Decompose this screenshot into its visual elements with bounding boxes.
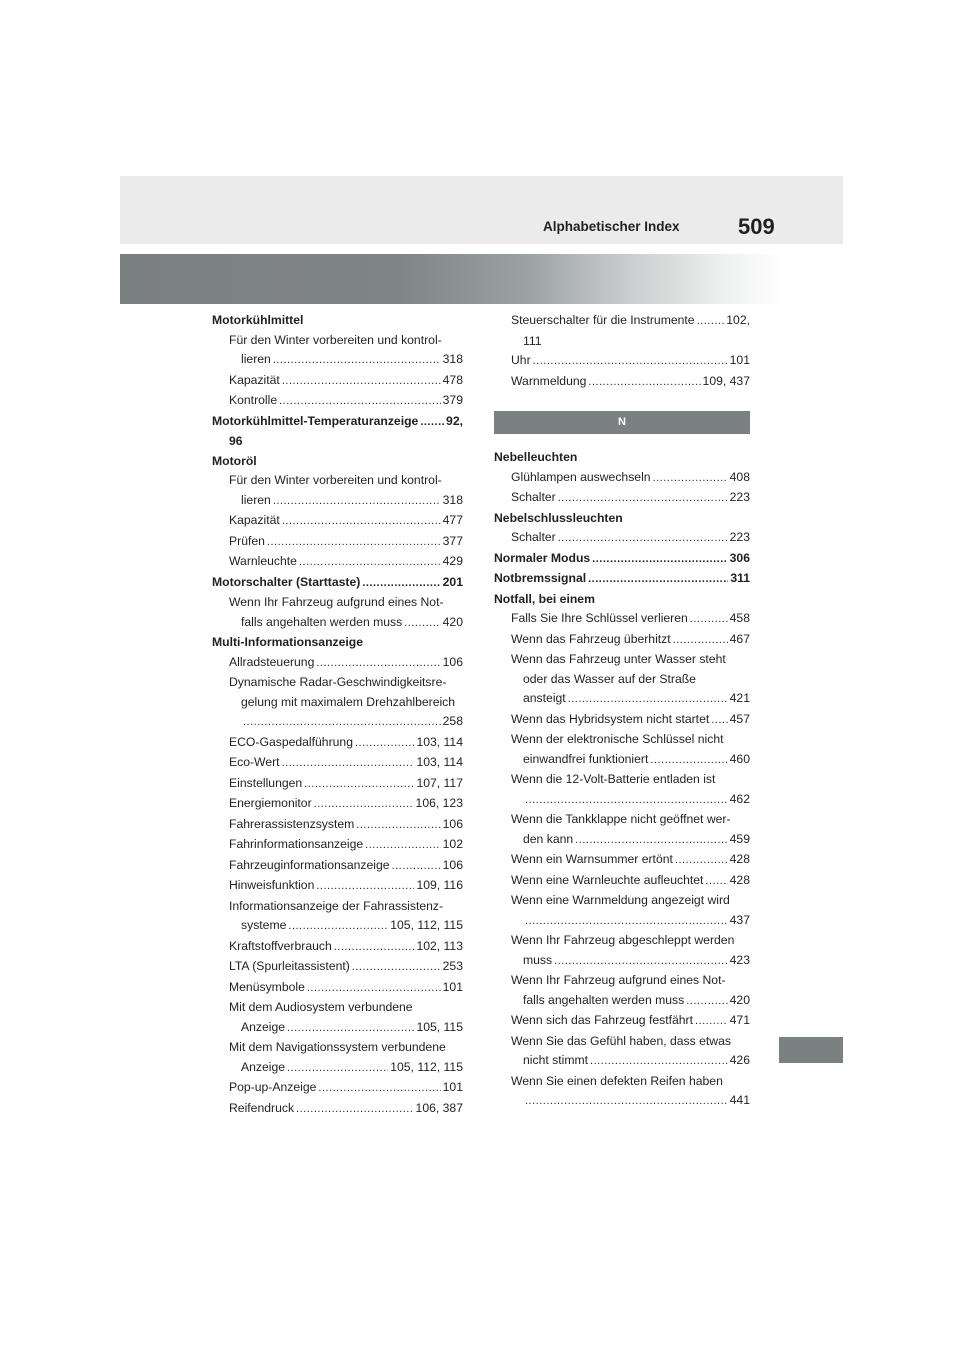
index-entry (494, 609, 750, 630)
index-column-right (494, 311, 750, 1112)
index-entry: 96 (229, 434, 243, 448)
page-ref: 201 (442, 574, 463, 589)
dot-leader (558, 529, 728, 549)
page-ref: 102, (726, 313, 750, 327)
dot-leader (362, 574, 440, 594)
page-ref: 462 (729, 791, 750, 806)
page-ref: 423 (729, 952, 750, 967)
dot-leader (318, 1079, 440, 1099)
index-entry (212, 835, 463, 856)
entry-text: Pop-up-Anzeige (229, 1080, 317, 1094)
index-entry (494, 830, 750, 851)
entry-text: Anzeige (241, 1059, 286, 1074)
page-ref: 471 (729, 1013, 750, 1027)
page-ref: 102, 113 (416, 938, 463, 953)
index-entry (494, 1091, 750, 1112)
entry-text: Kraftstoffverbrauch (229, 938, 332, 953)
index-entry (212, 511, 463, 532)
index-entry (212, 957, 463, 978)
page-ref: 109, 437 (702, 373, 750, 388)
dot-leader (296, 1100, 414, 1120)
index-entry (494, 871, 750, 892)
page-ref: 106, 123 (415, 796, 463, 810)
dot-leader (356, 816, 440, 836)
entry-text: Wenn das Hybridsystem nicht startet (511, 711, 710, 726)
entry-text: Kontrolle (229, 393, 278, 407)
entry-text: Schalter (511, 530, 556, 544)
entry-text: Energiemonitor (229, 796, 312, 810)
entry-text: Fahrinformationsanzeige (229, 837, 364, 851)
entry-text: Motorkühlmittel-Temperaturanzeige (212, 413, 419, 428)
index-entry: Wenn Sie das Gefühl haben, dass etwas (511, 1033, 731, 1048)
entry-text: Schalter (511, 490, 556, 504)
page-ref: 105, 112, 115 (390, 1059, 463, 1074)
index-entry (494, 468, 750, 489)
dot-leader (365, 836, 441, 856)
entry-text: Anzeige (241, 1019, 286, 1034)
index-entry (212, 978, 463, 999)
index-entry: Multi-Informationsanzeige (212, 635, 363, 649)
dot-leader (575, 831, 728, 851)
entry-text: Kapazität (229, 372, 280, 387)
page-ref: 478 (442, 372, 463, 387)
index-group-n (494, 448, 750, 1112)
index-entry (212, 371, 463, 392)
index-entry: Dynamische Radar-Geschwindigkeitsre- (229, 675, 447, 689)
index-entry (494, 549, 750, 570)
index-entry (212, 916, 463, 937)
index-entry: Wenn die Tankklappe nicht geöffnet wer- (511, 812, 731, 826)
index-entry: oder das Wasser auf der Straße (523, 671, 696, 686)
dot-leader (307, 979, 441, 999)
page-ref: 103, 114 (416, 755, 463, 769)
dot-leader (420, 413, 444, 433)
page-ref: 318 (442, 352, 463, 366)
page-ref: 311 (730, 571, 750, 585)
dot-leader (352, 958, 441, 978)
index-entry (212, 1018, 463, 1039)
page-ref: 467 (729, 631, 750, 646)
index-entry: Wenn Sie einen defekten Reifen haben (511, 1073, 723, 1088)
index-entry: Wenn der elektronische Schlüssel nicht (511, 732, 724, 746)
dot-leader (316, 654, 440, 674)
index-entry (212, 1058, 463, 1079)
entry-text: einwandfrei funktioniert (523, 751, 649, 766)
dot-leader (282, 754, 415, 774)
entry-text: Steuerschalter für die Instrumente (511, 313, 695, 327)
index-entry (494, 710, 750, 731)
page-ref: 109, 116 (416, 878, 463, 892)
dot-leader (588, 570, 728, 590)
dot-leader (568, 690, 728, 710)
dot-leader (273, 351, 441, 371)
index-entry (494, 911, 750, 932)
dot-leader (273, 492, 441, 512)
index-entry (212, 1078, 463, 1099)
entry-text: lieren (241, 352, 271, 366)
index-entry (212, 794, 463, 815)
index-column-left (212, 311, 463, 1119)
entry-text: Wenn ein Warnsummer ertönt (511, 852, 673, 866)
index-entry (212, 712, 463, 733)
dot-leader (695, 1012, 728, 1032)
dot-leader (525, 791, 728, 811)
index-entry (212, 350, 463, 371)
page-ref: 223 (729, 490, 750, 504)
dot-leader (650, 751, 727, 771)
page-ref: 428 (729, 852, 750, 866)
dot-leader (316, 877, 414, 897)
index-entry (494, 951, 750, 972)
index-entry (494, 750, 750, 771)
page-ref: 253 (442, 959, 463, 973)
dot-leader (282, 372, 441, 392)
dot-leader (287, 1019, 414, 1039)
page-ref: 460 (729, 751, 750, 766)
page-ref: 458 (729, 611, 750, 625)
page-ref: 106 (442, 654, 463, 669)
page-ref: 102 (442, 837, 463, 851)
entry-text: den kann (523, 831, 574, 846)
dot-leader (697, 312, 725, 332)
dot-leader (673, 631, 728, 651)
entry-text: Eco-Wert (229, 755, 280, 769)
index-entry (494, 850, 750, 871)
entry-text: Glühlampen auswechseln (511, 469, 651, 484)
header-gradient-bar (120, 254, 843, 304)
entry-text: Warnmeldung (511, 373, 587, 388)
dot-leader (554, 952, 728, 972)
entry-text: Reifendruck (229, 1100, 295, 1115)
index-group-continued (494, 311, 750, 392)
page-ref: 306 (729, 550, 750, 565)
entry-text: Prüfen (229, 533, 265, 548)
entry-text: Wenn sich das Fahrzeug festfährt (511, 1013, 694, 1027)
index-entry (212, 937, 463, 958)
dot-leader (314, 795, 414, 815)
index-entry (212, 876, 463, 897)
entry-text: ECO-Gaspedalführung (229, 734, 353, 749)
index-entry (494, 790, 750, 811)
entry-text: Einstellungen (229, 775, 303, 790)
page-ref: 223 (729, 530, 750, 544)
dot-leader (588, 373, 700, 393)
index-entry: Wenn Ihr Fahrzeug aufgrund eines Not- (511, 973, 726, 987)
page-ref: 106 (442, 857, 463, 872)
page-ref: 437 (729, 912, 750, 927)
entry-text: Warnleuchte (229, 554, 297, 568)
entry-text: falls angehalten werden muss (523, 992, 685, 1007)
side-thumb-tab (779, 1037, 843, 1063)
index-entry (494, 569, 750, 590)
index-entry (494, 630, 750, 651)
index-entry: Motorkühlmittel (212, 313, 304, 327)
dot-leader (690, 610, 728, 630)
index-entry: gelung mit maximalem Drehzahlbereich (241, 694, 456, 709)
dot-leader (279, 392, 441, 412)
entry-text: falls angehalten werden muss (241, 614, 403, 629)
index-entry (494, 351, 750, 372)
section-header-n: N (494, 411, 750, 434)
index-entry: Nebelschlussleuchten (494, 510, 623, 525)
index-entry (494, 311, 750, 332)
entry-text: Hinweisfunktion (229, 878, 315, 892)
dot-leader (686, 992, 727, 1012)
dot-leader (355, 734, 414, 754)
page-ref: 408 (729, 469, 750, 484)
entry-text: Fahrzeuginformationsanzeige (229, 857, 390, 872)
index-entry: Für den Winter vorbereiten und kontrol- (229, 473, 442, 487)
dot-leader (590, 1052, 728, 1072)
index-entry (494, 689, 750, 710)
page-ref: 101 (729, 353, 750, 367)
entry-text: Kapazität (229, 513, 280, 527)
header-title: Alphabetischer Index (543, 219, 680, 234)
page-ref: 377 (442, 533, 463, 548)
index-entry: Wenn Ihr Fahrzeug aufgrund eines Not- (229, 595, 444, 609)
dot-leader (525, 912, 728, 932)
index-entry (494, 528, 750, 549)
page-number: 509 (738, 214, 775, 239)
index-entry: Nebelleuchten (494, 450, 578, 464)
dot-leader (243, 713, 441, 733)
header-band (120, 176, 843, 244)
entry-text: muss (523, 952, 553, 967)
page-ref: 421 (729, 691, 750, 705)
page-ref: 258 (442, 714, 463, 728)
page-ref: 426 (729, 1053, 750, 1067)
entry-text: Motorschalter (Starttaste) (212, 574, 361, 589)
entry-text: Menüsymbole (229, 979, 305, 994)
page-ref: 106 (442, 816, 463, 831)
dot-leader (653, 469, 728, 489)
dot-leader (675, 851, 728, 871)
index-entry (212, 412, 463, 433)
page-ref: 420 (442, 614, 463, 629)
index-entry (494, 991, 750, 1012)
index-entry: Wenn eine Warnmeldung angezeigt wird (511, 893, 730, 907)
entry-text: Wenn das Fahrzeug überhitzt (511, 631, 671, 646)
dot-leader (558, 489, 728, 509)
entry-text: LTA (Spurleitassistent) (229, 959, 350, 973)
page-ref: 420 (729, 992, 750, 1007)
page-ref: 103, 114 (416, 734, 463, 749)
page-ref: 379 (442, 393, 463, 407)
index-entry: Wenn das Fahrzeug unter Wasser steht (511, 652, 726, 666)
dot-leader (392, 857, 441, 877)
page-ref: 105, 115 (416, 1019, 463, 1034)
index-entry: Mit dem Navigationssystem verbundene (229, 1040, 446, 1054)
entry-text: lieren (241, 492, 271, 507)
page-ref: 92, (446, 413, 463, 428)
dot-leader (705, 872, 727, 892)
index-entry (212, 573, 463, 594)
entry-text: Normaler Modus (494, 550, 591, 565)
index-entry (212, 856, 463, 877)
dot-leader (304, 775, 414, 795)
index-entry (212, 532, 463, 553)
index-entry: Informationsanzeige der Fahrassistenz- (229, 898, 444, 913)
dot-leader (334, 938, 415, 958)
entry-text: ansteigt (523, 691, 566, 705)
entry-text: Fahrerassistenzsystem (229, 816, 355, 831)
page-ref: 428 (729, 872, 750, 887)
entry-text: Falls Sie Ihre Schlüssel verlieren (511, 611, 688, 625)
index-entry (212, 653, 463, 674)
index-entry: Motoröl (212, 453, 257, 468)
page-ref: 457 (729, 711, 750, 726)
entry-text: nicht stimmt (523, 1053, 589, 1067)
dot-leader (404, 614, 440, 634)
index-entry (212, 613, 463, 634)
page-ref: 477 (442, 513, 463, 527)
entry-text: Wenn eine Warnleuchte aufleuchtet (511, 872, 704, 887)
index-entry (212, 552, 463, 573)
page-ref: 441 (729, 1093, 750, 1107)
index-entry (212, 1099, 463, 1120)
page-ref: 101 (442, 1080, 463, 1094)
dot-leader (282, 512, 441, 532)
index-entry (212, 753, 463, 774)
index-entry (212, 774, 463, 795)
page-ref: 459 (729, 831, 750, 846)
index-entry: Wenn die 12-Volt-Batterie entladen ist (511, 772, 716, 786)
page-ref: 105, 112, 115 (390, 918, 463, 932)
index-entry: Notfall, bei einem (494, 591, 595, 606)
page-ref: 106, 387 (415, 1100, 463, 1115)
dot-leader (267, 533, 441, 553)
index-entry: 111 (523, 333, 542, 348)
entry-text: Notbremssignal (494, 571, 587, 585)
dot-leader (711, 711, 727, 731)
index-entry (212, 391, 463, 412)
dot-leader (533, 352, 728, 372)
index-entry: Mit dem Audiosystem verbundene (229, 1000, 413, 1014)
index-entry (494, 488, 750, 509)
dot-leader (592, 550, 727, 570)
entry-text: Allradsteuerung (229, 654, 315, 669)
index-entry (212, 733, 463, 754)
page-ref: 107, 117 (416, 775, 463, 790)
index-entry: Für den Winter vorbereiten und kontrol- (229, 332, 442, 347)
dot-leader (288, 917, 388, 937)
page-ref: 101 (442, 979, 463, 994)
index-entry (212, 491, 463, 512)
dot-leader (299, 553, 441, 573)
dot-leader (287, 1059, 388, 1079)
index-entry (494, 372, 750, 393)
index-entry (212, 815, 463, 836)
index-entry (494, 1051, 750, 1072)
entry-text: Uhr (511, 353, 531, 367)
page-ref: 429 (442, 554, 463, 568)
entry-text: systeme (241, 918, 287, 932)
index-entry (494, 1011, 750, 1032)
index-entry: Wenn Ihr Fahrzeug abgeschleppt werden (511, 933, 735, 947)
dot-leader (525, 1092, 728, 1112)
page-ref: 318 (442, 492, 463, 507)
